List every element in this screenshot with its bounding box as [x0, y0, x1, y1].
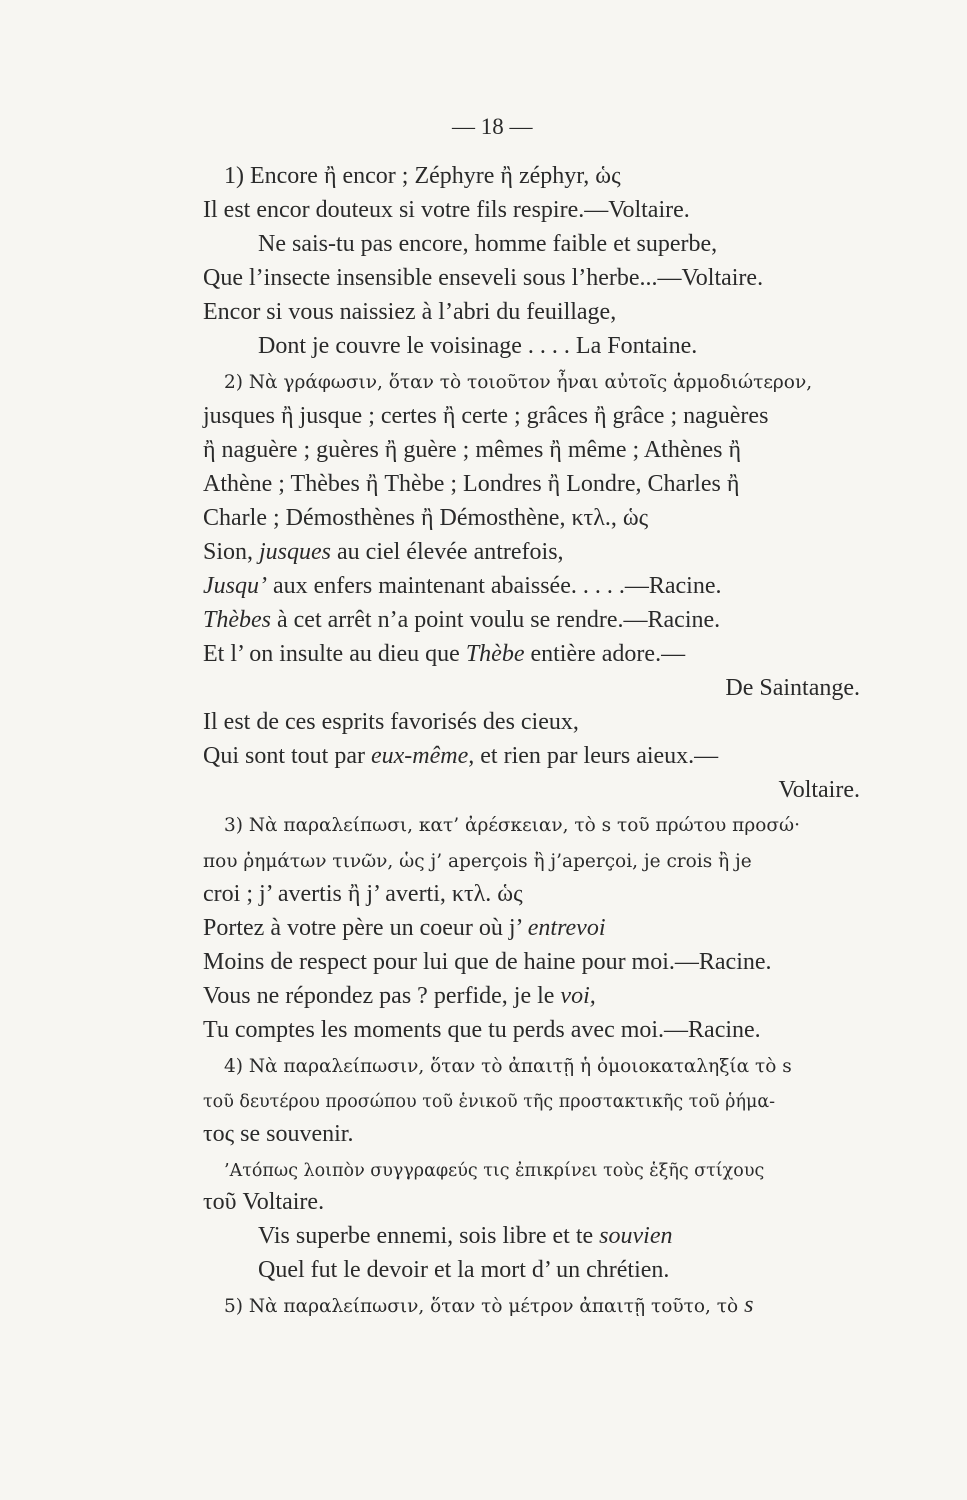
quote-line: Ne sais-tu pas encore, homme faible et superbe,	[258, 231, 718, 257]
page-number: — 18 —	[452, 114, 533, 139]
text: Vis superbe ennemi, sois libre et te	[258, 1223, 594, 1249]
italic-text: souvien	[599, 1223, 673, 1249]
quote-line	[203, 979, 863, 1013]
text: au ciel élevée antrefois,	[337, 539, 564, 565]
text: Vous ne répondez pas ? perfide, je le	[203, 983, 555, 1009]
attribution: Voltaire.	[778, 777, 860, 803]
quote-line: Moins de respect pour lui que de haine pour moi.—Racine.	[203, 949, 772, 975]
quote-line: Que l’insecte insensible enseveli sous l’herbe...—Voltaire.	[203, 265, 764, 291]
text: Et l’ on insulte au dieu que	[203, 641, 460, 667]
quote-line: Tu comptes les moments que tu perds avec moi.—Racine.	[203, 1017, 761, 1043]
body-line: τοῦ Voltaire.	[203, 1189, 325, 1215]
text: που ῥημάτων τινῶν, ὡς j’ aperçois ἢ j’aperçoi, je crois ἢ je	[203, 851, 752, 872]
quote-line	[203, 535, 863, 569]
italic-text: eux-même,	[371, 743, 475, 769]
rule-4-heading: 4) Νὰ παραλείπωσιν, ὅταν τὸ ἀπαιτῇ ἡ ὁμοιοκαταληξία τὸ s	[224, 1056, 792, 1077]
italic-text: entrevoi	[527, 915, 606, 941]
text: à cet arrêt n’a point voulu se rendre.—Racine.	[277, 607, 721, 633]
quote-line: Dont je couvre le voisinage . . . . La Fontaine.	[258, 333, 698, 359]
italic-text: jusques	[259, 539, 332, 565]
body-line: jusques ἢ jusque ; certes ἢ certe ; grâces ἢ grâce ; naguères	[203, 403, 769, 429]
rule-5-heading	[224, 1288, 884, 1324]
quote-line: Quel fut le devoir et la mort d’ un chrétien.	[258, 1257, 670, 1283]
text: entière adore.—	[530, 641, 686, 667]
italic-text: Thèbes	[203, 607, 271, 633]
body-line	[203, 843, 863, 879]
quote-line	[203, 911, 863, 945]
rule-2-heading: 2) Νὰ γράφωσιν, ὅταν τὸ τοιοῦτον ἦναι αὐτοῖς ἁρμοδιώτερον,	[224, 372, 813, 393]
quote-line	[258, 1219, 918, 1253]
italic-text: Thèbe	[465, 641, 525, 667]
italic-text: Jusqu’	[203, 573, 267, 599]
body-line: τοῦ δευτέρου προσώπου τοῦ ἑνικοῦ τῆς προστακτικῆς τοῦ ῥήμα-	[203, 1092, 776, 1112]
body-line: croi ; j’ avertis ἢ j’ averti, κτλ. ὡς	[203, 881, 523, 907]
body-line: ’Ατόπως λοιπὸν συγγραφεύς τις ἐπικρίνει τοὺς ἑξῆς στίχους	[224, 1161, 765, 1181]
rule-3-heading: 3) Νὰ παραλείπωσι, κατ’ ἀρέσκειαν, τὸ s τοῦ πρώτου προσώ·	[224, 815, 800, 836]
body-line: Athène ; Thèbes ἢ Thèbe ; Londres ἢ Londre, Charles ἢ	[203, 471, 740, 497]
quote-line: Il est de ces esprits favorisés des cieux,	[203, 709, 579, 735]
text: et rien par leurs aieux.—	[480, 743, 719, 769]
text: Sion,	[203, 539, 254, 565]
text: aux enfers maintenant abaissée. . . . .—Racine.	[272, 573, 722, 599]
rule-1-heading: 1) Encore ἢ encor ; Zéphyre ἢ zéphyr, ὡς	[224, 163, 621, 189]
quote-line	[203, 569, 863, 603]
italic-text: s	[744, 1292, 754, 1318]
text: 5) Νὰ παραλείπωσιν, ὅταν τὸ μέτρον ἀπαιτῇ τοῦτο, τὸ	[224, 1296, 739, 1317]
quote-line	[203, 637, 863, 671]
quote-line	[203, 603, 863, 637]
quote-line: Il est encor douteux si votre fils respire.—Voltaire.	[203, 197, 690, 223]
attribution: De Saintange.	[725, 675, 860, 701]
body-line: ἢ naguère ; guères ἢ guère ; mêmes ἢ même ; Athènes ἢ	[203, 437, 742, 463]
text: Portez à votre père un coeur où j’	[203, 915, 522, 941]
quote-line: Encor si vous naissiez à l’abri du feuillage,	[203, 299, 617, 325]
text: Qui sont tout par	[203, 743, 365, 769]
quote-line	[203, 739, 863, 773]
body-line: τος se souvenir.	[203, 1121, 354, 1147]
body-line: Charle ; Démosthènes ἢ Démosthène, κτλ., ὡς	[203, 505, 649, 531]
italic-text: voi,	[560, 983, 596, 1009]
